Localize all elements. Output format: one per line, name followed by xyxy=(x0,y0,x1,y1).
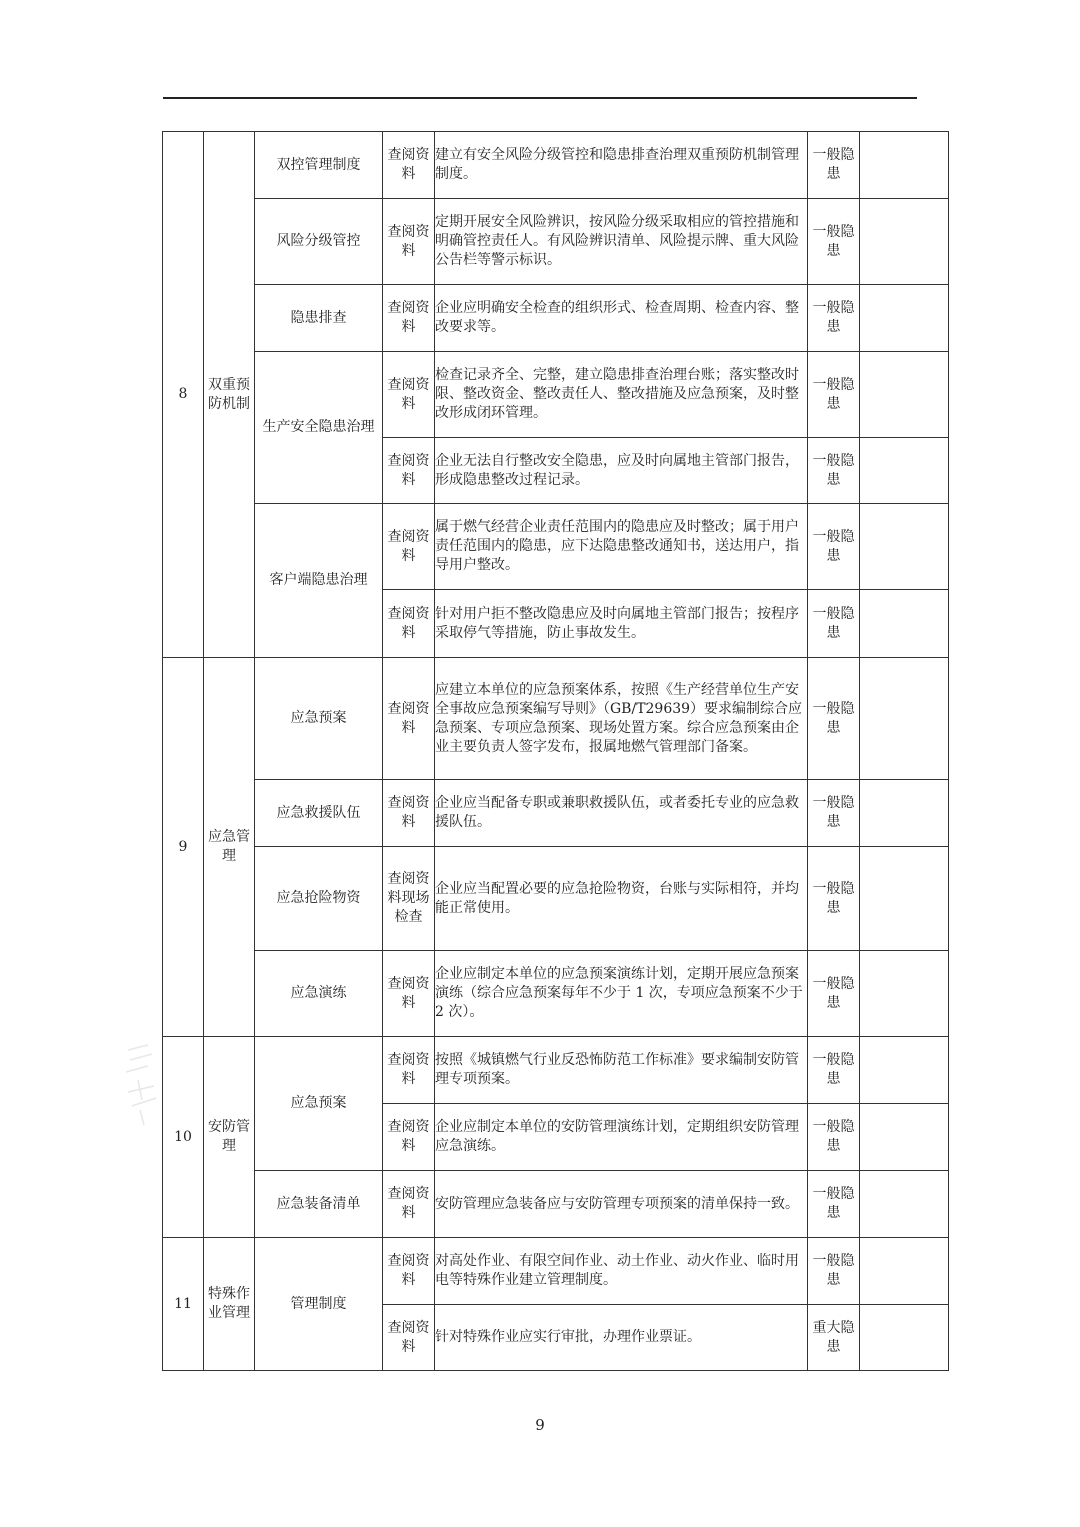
check-content: 企业应当配备专职或兼职救援队伍，或者委托专业的应急救援队伍。 xyxy=(435,780,808,847)
hazard-level: 一般隐患 xyxy=(808,199,860,285)
check-content: 企业应当配置必要的应急抢险物资，台账与实际相符，并均能正常使用。 xyxy=(435,847,808,951)
table-row xyxy=(163,658,949,780)
table-row xyxy=(163,780,949,847)
remark-cell xyxy=(860,590,949,658)
check-content: 针对用户拒不整改隐患应及时向属地主管部门报告；按程序采取停气等措施，防止事故发生。 xyxy=(435,590,808,658)
check-content: 企业无法自行整改安全隐患，应及时向属地主管部门报告，形成隐患整改过程记录。 xyxy=(435,438,808,504)
check-content: 针对特殊作业应实行审批，办理作业票证。 xyxy=(435,1305,808,1371)
group-number: 9 xyxy=(163,658,204,1037)
check-content: 建立有安全风险分级管控和隐患排查治理双重预防机制管理制度。 xyxy=(435,132,808,199)
check-method: 查阅资料 xyxy=(383,1037,435,1104)
hazard-level: 一般隐患 xyxy=(808,1037,860,1104)
table-row xyxy=(163,285,949,352)
check-item-name: 客户端隐患治理 xyxy=(255,504,383,658)
group-category: 安防管理 xyxy=(204,1037,255,1238)
check-method: 查阅资料 xyxy=(383,352,435,438)
check-content: 企业应制定本单位的安防管理演练计划，定期组织安防管理应急演练。 xyxy=(435,1104,808,1171)
remark-cell xyxy=(860,504,949,590)
check-content: 属于燃气经营企业责任范围内的隐患应及时整改；属于用户责任范围内的隐患，应下达隐患整改通知书，送达用户，指导用户整改。 xyxy=(435,504,808,590)
check-item-name: 应急装备清单 xyxy=(255,1171,383,1238)
check-method: 查阅资料现场检查 xyxy=(383,847,435,951)
table-row xyxy=(163,199,949,285)
remark-cell xyxy=(860,199,949,285)
check-content: 定期开展安全风险辨识，按风险分级采取相应的管控措施和明确管控责任人。有风险辨识清单、风险提示牌、重大风险公告栏等警示标识。 xyxy=(435,199,808,285)
check-content: 安防管理应急装备应与安防管理专项预案的清单保持一致。 xyxy=(435,1171,808,1238)
remark-cell xyxy=(860,780,949,847)
hazard-level: 一般隐患 xyxy=(808,658,860,780)
check-method: 查阅资料 xyxy=(383,1305,435,1371)
check-method: 查阅资料 xyxy=(383,590,435,658)
hazard-level: 一般隐患 xyxy=(808,951,860,1037)
check-method: 查阅资料 xyxy=(383,285,435,352)
table-row xyxy=(163,847,949,951)
check-content: 企业应明确安全检查的组织形式、检查周期、检查内容、整改要求等。 xyxy=(435,285,808,352)
check-method: 查阅资料 xyxy=(383,658,435,780)
check-method: 查阅资料 xyxy=(383,132,435,199)
check-method: 查阅资料 xyxy=(383,438,435,504)
table-row xyxy=(163,352,949,438)
remark-cell xyxy=(860,1238,949,1305)
check-method: 查阅资料 xyxy=(383,504,435,590)
remark-cell xyxy=(860,1037,949,1104)
check-item-name: 应急预案 xyxy=(255,1037,383,1171)
group-number: 11 xyxy=(163,1238,204,1371)
check-method: 查阅资料 xyxy=(383,1104,435,1171)
group-category: 应急管理 xyxy=(204,658,255,1037)
remark-cell xyxy=(860,1305,949,1371)
header-rule xyxy=(163,97,917,99)
check-content: 按照《城镇燃气行业反恐怖防范工作标准》要求编制安防管理专项预案。 xyxy=(435,1037,808,1104)
table-row xyxy=(163,504,949,590)
check-method: 查阅资料 xyxy=(383,199,435,285)
page-number: 9 xyxy=(535,1416,545,1434)
watermark-stamp xyxy=(118,1040,168,1130)
check-item-name: 双控管理制度 xyxy=(255,132,383,199)
check-content: 检查记录齐全、完整，建立隐患排查治理台账；落实整改时限、整改资金、整改责任人、整改措施及应急预案，及时整改形成闭环管理。 xyxy=(435,352,808,438)
remark-cell xyxy=(860,658,949,780)
check-item-name: 应急预案 xyxy=(255,658,383,780)
check-content: 企业应制定本单位的应急预案演练计划，定期开展应急预案演练（综合应急预案每年不少于 1 次，专项应急预案不少于 2 次）。 xyxy=(435,951,808,1037)
remark-cell xyxy=(860,132,949,199)
hazard-level: 一般隐患 xyxy=(808,352,860,438)
remark-cell xyxy=(860,1104,949,1171)
group-number: 8 xyxy=(163,132,204,658)
check-item-name: 应急救援队伍 xyxy=(255,780,383,847)
table-row xyxy=(163,1037,949,1104)
inspection-checklist-table xyxy=(162,131,949,1371)
remark-cell xyxy=(860,847,949,951)
table-row xyxy=(163,132,949,199)
check-item-name: 应急抢险物资 xyxy=(255,847,383,951)
remark-cell xyxy=(860,352,949,438)
hazard-level: 一般隐患 xyxy=(808,847,860,951)
hazard-level: 一般隐患 xyxy=(808,590,860,658)
check-item-name: 应急演练 xyxy=(255,951,383,1037)
check-item-name: 生产安全隐患治理 xyxy=(255,352,383,504)
hazard-level: 一般隐患 xyxy=(808,285,860,352)
hazard-level: 一般隐患 xyxy=(808,438,860,504)
check-method: 查阅资料 xyxy=(383,951,435,1037)
hazard-level: 一般隐患 xyxy=(808,780,860,847)
group-category: 特殊作业管理 xyxy=(204,1238,255,1371)
check-method: 查阅资料 xyxy=(383,1171,435,1238)
check-item-name: 风险分级管控 xyxy=(255,199,383,285)
hazard-level: 一般隐患 xyxy=(808,1238,860,1305)
check-content: 应建立本单位的应急预案体系，按照《生产经营单位生产安全事故应急预案编写导则》（GB/T29639）要求编制综合应急预案、专项应急预案、现场处置方案。综合应急预案由企业主要负责人签字发布，报属地燃气管理部门备案。 xyxy=(435,658,808,780)
hazard-level: 一般隐患 xyxy=(808,504,860,590)
table-row xyxy=(163,951,949,1037)
remark-cell xyxy=(860,951,949,1037)
group-category: 双重预防机制 xyxy=(204,132,255,658)
check-method: 查阅资料 xyxy=(383,780,435,847)
check-item-name: 管理制度 xyxy=(255,1238,383,1371)
check-content: 对高处作业、有限空间作业、动土作业、动火作业、临时用电等特殊作业建立管理制度。 xyxy=(435,1238,808,1305)
remark-cell xyxy=(860,285,949,352)
group-number: 10 xyxy=(163,1037,204,1238)
check-item-name: 隐患排查 xyxy=(255,285,383,352)
table-row xyxy=(163,1238,949,1305)
hazard-level: 一般隐患 xyxy=(808,1171,860,1238)
hazard-level: 一般隐患 xyxy=(808,1104,860,1171)
hazard-level: 一般隐患 xyxy=(808,132,860,199)
check-method: 查阅资料 xyxy=(383,1238,435,1305)
table-row xyxy=(163,1171,949,1238)
remark-cell xyxy=(860,1171,949,1238)
hazard-level: 重大隐患 xyxy=(808,1305,860,1371)
remark-cell xyxy=(860,438,949,504)
